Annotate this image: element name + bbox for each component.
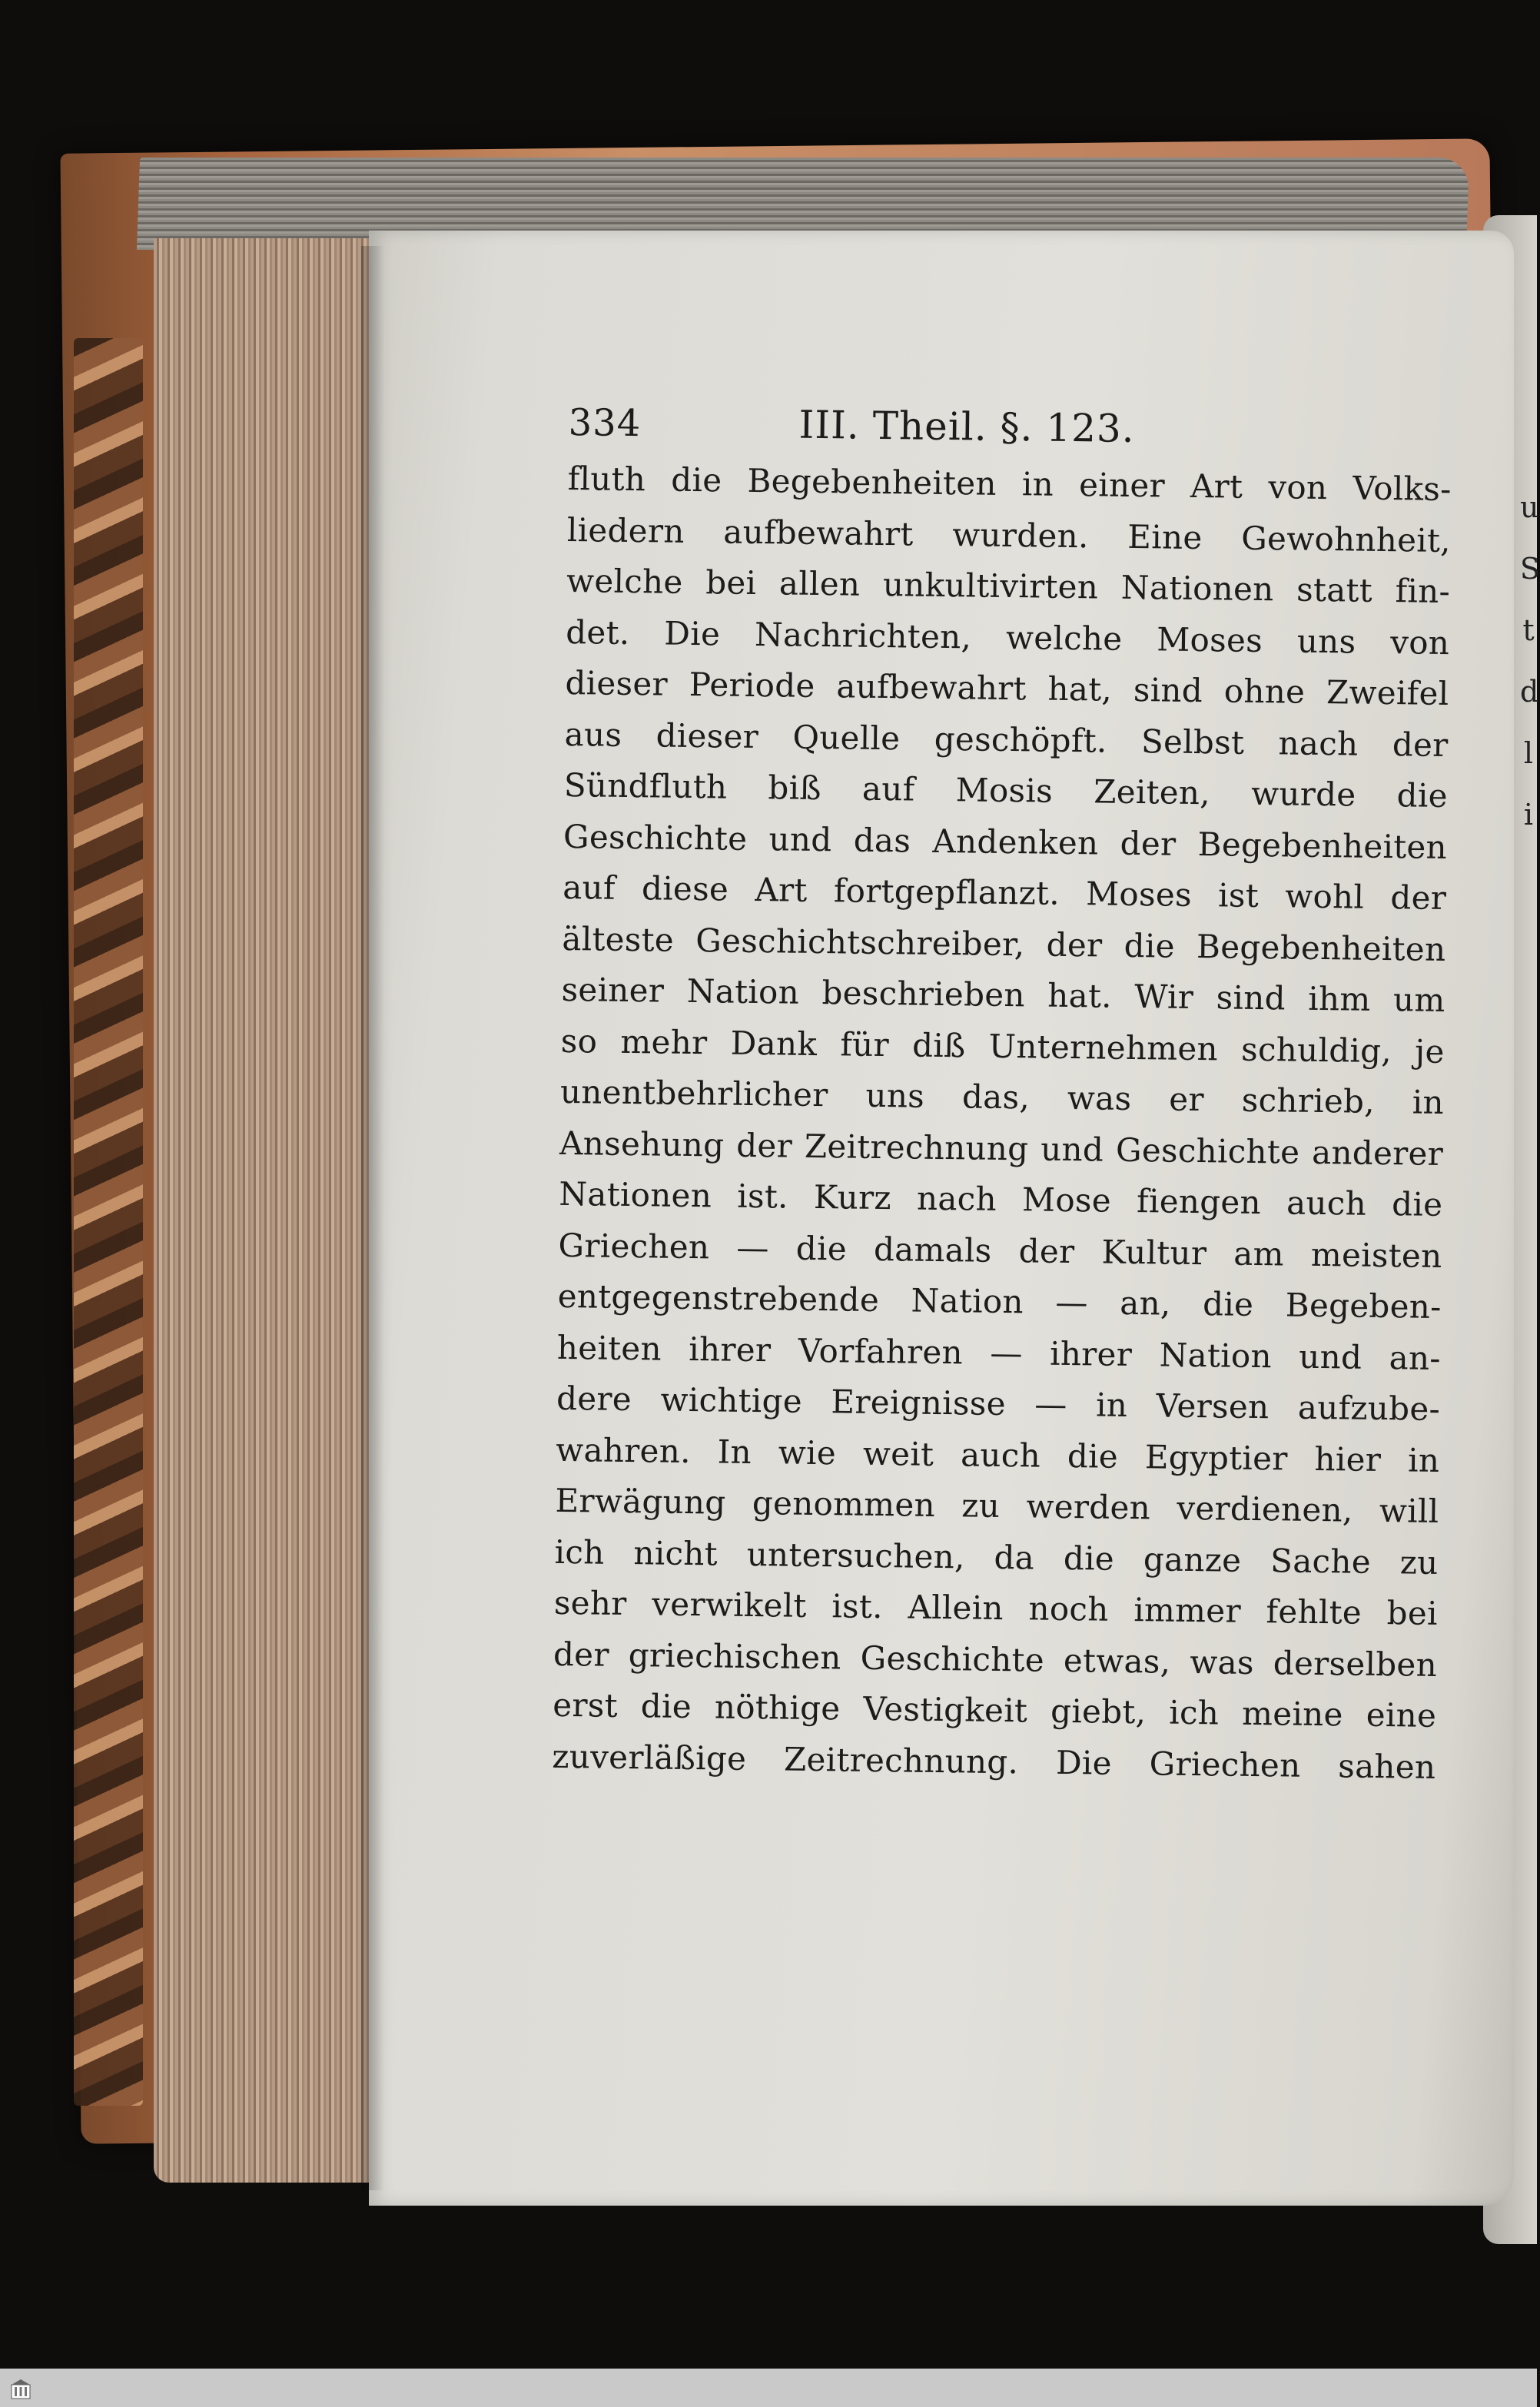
running-head: III. Theil. §. 123. <box>798 402 1136 452</box>
text-line: Nationen ist. Kurz nach Mose fiengen auch die <box>559 1174 1443 1223</box>
text-line: Geschichte und das Andenken der Begebenheiten <box>563 817 1448 866</box>
text-line: unentbehrlicher uns das, was er schrieb, in <box>559 1072 1445 1121</box>
page-text-block <box>552 400 1452 1793</box>
text-line: auf diese Art fortgepflanzt. Moses ist wohl der <box>562 868 1447 918</box>
text-line: der griechischen Geschichte etwas, was derselben <box>553 1635 1438 1684</box>
text-line: Sündfluth biß auf Mosis Zeiten, wurde die <box>563 765 1449 815</box>
text-line: liedern aufbewahrt wurden. Eine Gewohnheit, <box>566 510 1452 559</box>
viewer-bottom-band <box>0 2369 1537 2407</box>
text-line: sehr verwikelt ist. Allein noch immer fehlte bei <box>553 1583 1439 1632</box>
page-number: 334 <box>568 400 642 446</box>
text-line: älteste Geschichtschreiber, der die Begebenheiten <box>562 919 1446 968</box>
text-line: det. Die Nachrichten, welche Moses uns von <box>566 613 1450 662</box>
facing-page-fragment: t <box>1522 613 1535 647</box>
text-line: welche bei allen unkultivirten Nationen statt fin- <box>566 561 1451 611</box>
text-line: Ansehung der Zeitrechnung und Geschichte anderer <box>559 1124 1444 1173</box>
facing-page-fragment: d <box>1520 675 1539 709</box>
library-logo-icon <box>3 2376 38 2402</box>
text-line: aus dieser Quelle geschöpft. Selbst nach der <box>564 715 1449 764</box>
text-line: wahren. In wie weit auch die Egyptier hier in <box>556 1430 1440 1479</box>
text-line: so mehr Dank für diß Unternehmen schuldig, je <box>560 1021 1445 1071</box>
page-stack-left <box>154 238 377 2183</box>
text-line: erst die nöthige Vestigkeit giebt, ich meine eine <box>552 1685 1437 1735</box>
facing-page-fragment: u <box>1520 490 1539 524</box>
body-text <box>552 453 1452 1793</box>
gutter-shadow <box>361 246 384 2190</box>
facing-page-fragment: l <box>1523 736 1534 770</box>
text-line: Erwägung genommen zu werden verdienen, will <box>555 1481 1439 1530</box>
text-line: dieser Periode aufbewahrt hat, sind ohne Zweifel <box>565 663 1449 713</box>
facing-page-fragment: S <box>1520 552 1540 586</box>
text-line: heiten ihrer Vorfahren — ihrer Nation und an- <box>556 1328 1442 1377</box>
text-line: dere wichtige Ereignisse — in Versen aufzube- <box>556 1379 1441 1428</box>
text-line: entgegenstrebende Nation — an, die Begeben- <box>557 1277 1442 1326</box>
text-line: Griechen — die damals der Kultur am meisten <box>558 1226 1442 1275</box>
text-line: ich nicht untersuchen, da die ganze Sache zu <box>554 1532 1439 1582</box>
facing-page-letters <box>1520 476 1540 845</box>
text-line: zuverläßige Zeitrechnung. Die Griechen sahen <box>552 1737 1436 1786</box>
text-line: fluth die Begebenheiten in einer Art von Volks- <box>567 459 1452 509</box>
text-line: seiner Nation beschrieben hat. Wir sind ihm um <box>561 970 1445 1019</box>
marbled-edge <box>74 338 143 2106</box>
facing-page-fragment: i <box>1523 798 1534 832</box>
